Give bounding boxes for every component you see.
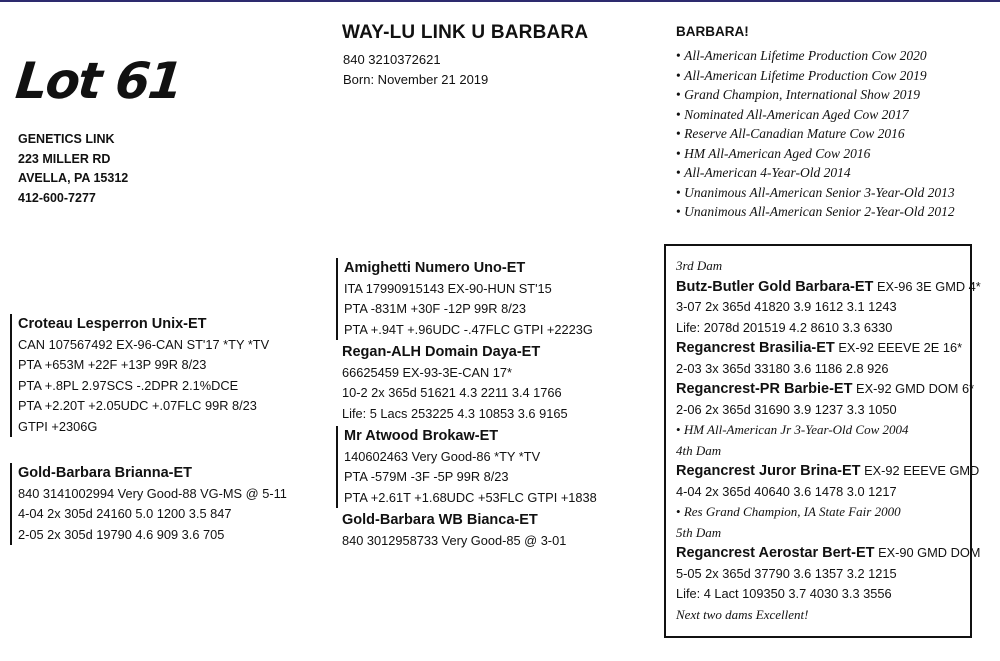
- pedigree-line: PTA +2.61T +1.68UDC +53FLC GTPI +1838: [344, 489, 597, 505]
- dam3-name: Butz-Butler Gold Barbara-ET: [676, 278, 874, 295]
- box-note: Next two dams Excellent!: [676, 606, 809, 622]
- pedigree-line: 66625459 EX-93-3E-CAN 17*: [342, 364, 513, 380]
- dam4-record: 4-04 2x 365d 40640 3.6 1478 3.0 1217: [676, 483, 897, 499]
- dam-sire-block: [336, 426, 597, 508]
- award-item: • Unanimous All-American Senior 3-Year-Old 2013: [676, 183, 955, 203]
- consignor-city: AVELLA, PA 15312: [18, 171, 129, 185]
- dam3-label: 3rd Dam: [676, 258, 723, 273]
- awards-title: BARBARA!: [676, 24, 749, 39]
- grandparents-block: [336, 258, 597, 553]
- lot-number: Lot 61: [12, 52, 185, 110]
- barbie-header: [676, 379, 975, 400]
- dam4-name: Regancrest Juror Brina-ET: [676, 463, 861, 479]
- pedigree-line: PTA -579M -3F -5P 99R 8/23: [344, 469, 509, 484]
- dam5-record: 5-05 2x 365d 37790 3.6 1357 3.2 1215: [676, 565, 897, 581]
- dam-dam-block: [336, 510, 597, 551]
- barbie-class: EX-92 GMD DOM 6*: [856, 381, 975, 396]
- pedigree-line: 10-2 2x 365d 51621 4.3 2211 3.4 1766: [342, 385, 562, 400]
- sire-sire-name: Amighetti Numero Uno-ET: [344, 260, 526, 276]
- brasilia-record: 2-03 3x 365d 33180 3.6 1186 2.8 926: [676, 360, 889, 376]
- award-item: • Grand Champion, International Show 2019: [676, 85, 955, 105]
- dam5-name: Regancrest Aerostar Bert-ET: [676, 545, 875, 561]
- pedigree-line: 840 3012958733 Very Good-85 @ 3-01: [342, 532, 567, 548]
- sire-sire-block: [336, 258, 597, 340]
- award-item: • All-American 4-Year-Old 2014: [676, 163, 955, 183]
- top-rule: [0, 0, 1000, 2]
- award-item: • Unanimous All-American Senior 2-Year-Old 2012: [676, 202, 955, 222]
- dam-block: [10, 463, 287, 545]
- sire-line: CAN 107567492 EX-96-CAN ST'17 *TY *TV: [18, 336, 270, 352]
- dam4-award: • Res Grand Champion, IA State Fair 2000: [676, 502, 970, 523]
- awards-list: [676, 46, 955, 222]
- dam-line: 2-05 2x 305d 19790 4.6 909 3.6 705: [18, 526, 225, 542]
- sire-name: Croteau Lesperron Unix-ET: [18, 316, 207, 332]
- sire-line: PTA +653M +22F +13P 99R 8/23: [18, 357, 207, 372]
- pedigree-line: Life: 5 Lacs 253225 4.3 10853 3.6 9165: [342, 405, 568, 421]
- sire-line: PTA +2.20T +2.05UDC +.07FLC 99R 8/23: [18, 398, 257, 413]
- dam4-header: [676, 461, 980, 482]
- award-item: • All-American Lifetime Production Cow 2020: [676, 46, 955, 66]
- pedigree-line: PTA +.94T +.96UDC -.47FLC GTPI +2223G: [344, 321, 593, 337]
- dam-name: Gold-Barbara Brianna-ET: [18, 465, 193, 481]
- dam3-header: [676, 277, 981, 298]
- barbie-award: • HM All-American Jr 3-Year-Old Cow 2004: [676, 420, 970, 441]
- pedigree-line: PTA -831M +30F -12P 99R 8/23: [344, 301, 526, 316]
- award-item: • All-American Lifetime Production Cow 2019: [676, 66, 955, 86]
- pedigree-line: ITA 17990915143 EX-90-HUN ST'15: [344, 280, 552, 296]
- dam3-lifetime: Life: 2078d 201519 4.2 8610 3.3 6330: [676, 319, 893, 335]
- consignor-phone: 412-600-7277: [18, 190, 96, 205]
- dam5-lifetime: Life: 4 Lact 109350 3.7 4030 3.3 3556: [676, 586, 892, 601]
- brasilia-header: [676, 338, 970, 359]
- award-item: • Reserve All-Canadian Mature Cow 2016: [676, 124, 955, 144]
- brasilia-class: EX-92 EEEVE 2E 16*: [838, 340, 963, 355]
- dam3-class: EX-96 3E GMD 4*: [876, 278, 981, 294]
- sire-dam-name: Regan-ALH Domain Daya-ET: [342, 344, 541, 360]
- cow-id: 840 3210372621: [343, 52, 441, 67]
- dam3-record: 3-07 2x 365d 41820 3.9 1612 3.1 1243: [676, 299, 897, 314]
- consignor-street: 223 MILLER RD: [18, 151, 111, 166]
- sire-line: GTPI +2306G: [18, 418, 98, 434]
- sire-dam-block: [336, 342, 597, 424]
- sire-line: PTA +.8PL 2.97SCS -.2DPR 2.1%DCE: [18, 377, 239, 393]
- dam-dam-name: Gold-Barbara WB Bianca-ET: [342, 512, 538, 528]
- dam5-class: EX-90 GMD DOM: [878, 545, 981, 560]
- cow-info: [343, 50, 488, 90]
- dam4-class: EX-92 EEEVE GMD: [864, 463, 980, 478]
- brasilia-name: Regancrest Brasilia-ET: [676, 340, 835, 356]
- pedigree-line: 140602463 Very Good-86 *TY *TV: [344, 448, 541, 464]
- dam-line: 4-04 2x 305d 24160 5.0 1200 3.5 847: [18, 506, 232, 521]
- consignor-address: [18, 130, 128, 208]
- dam5-header: [676, 543, 981, 564]
- dam-sire-name: Mr Atwood Brokaw-ET: [344, 428, 499, 444]
- dam5-label: 5th Dam: [676, 524, 722, 540]
- barbie-name: Regancrest-PR Barbie-ET: [676, 381, 853, 397]
- award-item: • Nominated All-American Aged Cow 2017: [676, 105, 955, 125]
- barbie-record: 2-06 2x 365d 31690 3.9 1237 3.3 1050: [676, 401, 897, 417]
- dam-line: 840 3141002994 Very Good-88 VG-MS @ 5-11: [18, 485, 287, 501]
- cow-born: Born: November 21 2019: [343, 72, 489, 87]
- cow-name: WAY-LU LINK U BARBARA: [342, 22, 589, 43]
- dam4-label: 4th Dam: [676, 442, 722, 458]
- maternal-line-box: [664, 244, 981, 638]
- award-item: • HM All-American Aged Cow 2016: [676, 144, 955, 164]
- sire-block: [10, 314, 269, 437]
- consignor-name: GENETICS LINK: [18, 132, 115, 146]
